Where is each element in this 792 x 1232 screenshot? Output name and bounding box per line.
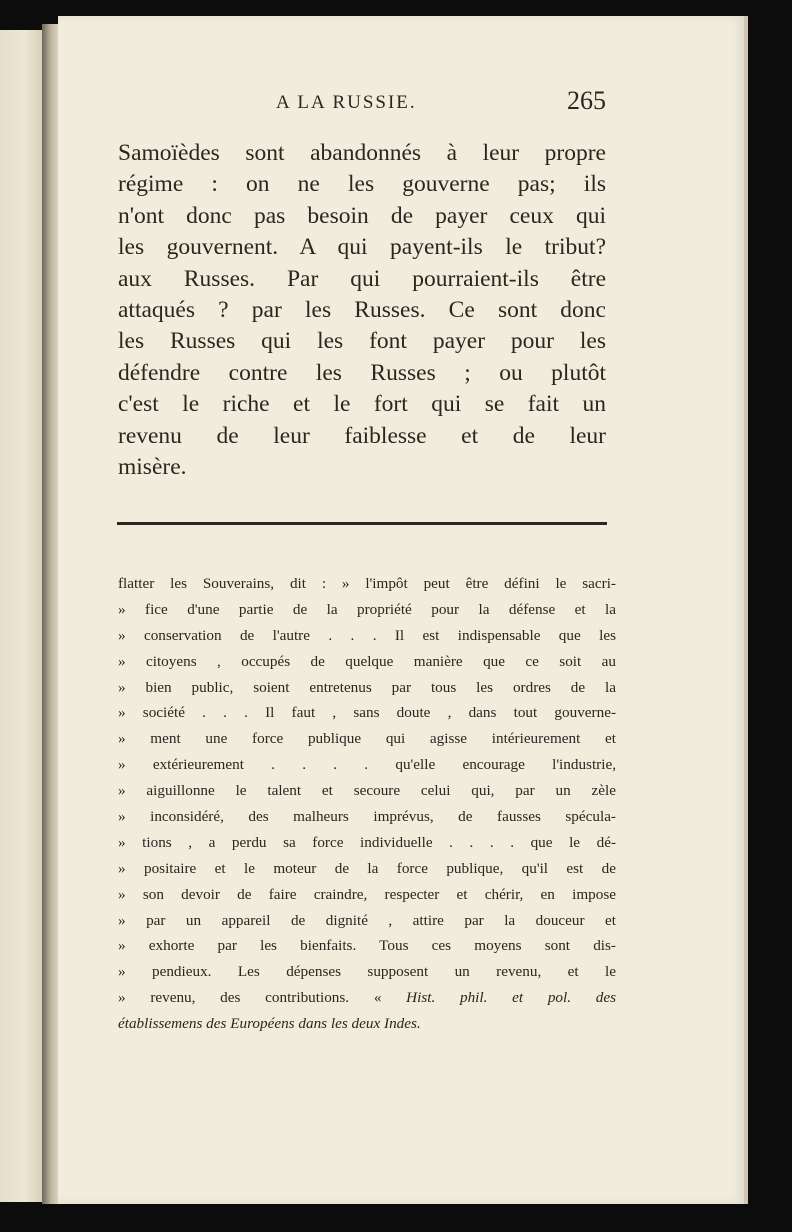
facing-page-edge bbox=[0, 30, 43, 1202]
footnote-line: » par un appareil de dignité , attire par la douceur et bbox=[118, 911, 616, 929]
page-header bbox=[118, 86, 606, 122]
text-line: aux Russes. Par qui pourraient-ils être bbox=[118, 265, 606, 292]
text-line: revenu de leur faiblesse et de leur bbox=[118, 422, 606, 449]
footnote-line-text: » revenu, des contributions. « bbox=[118, 989, 382, 1007]
text-line: misère. bbox=[118, 453, 187, 480]
page-edge-shadow bbox=[744, 16, 748, 1204]
text-line: défendre contre les Russes ; ou plutôt bbox=[118, 359, 606, 386]
text-line: les Russes qui les font payer pour les bbox=[118, 328, 606, 355]
footnote-line: » aiguillonne le talent et secoure celui qui, par un zèle bbox=[118, 782, 616, 800]
footnote-line: » inconsidéré, des malheurs imprévus, de fausses spécula- bbox=[118, 808, 616, 826]
footnote-line: » positaire et le moteur de la force publique, qu'il est de bbox=[118, 859, 616, 877]
footnote-line: flatter les Souverains, dit : » l'impôt peut être défini le sacri- bbox=[118, 575, 616, 592]
text-line: attaqués ? par les Russes. Ce sont donc bbox=[118, 296, 606, 323]
footnote-line: » ment une force publique qui agisse intérieurement et bbox=[118, 730, 616, 748]
text-line: régime : on ne les gouverne pas; ils bbox=[118, 171, 606, 198]
text-line: c'est le riche et le fort qui se fait un bbox=[118, 391, 606, 418]
footnote bbox=[118, 571, 616, 1037]
footnote-line: » société . . . Il faut , sans doute , dans tout gouverne- bbox=[118, 704, 616, 722]
text-line: n'ont donc pas besoin de payer ceux qui bbox=[118, 202, 606, 229]
footnote-line: » son devoir de faire craindre, respecter et chérir, en impose bbox=[118, 885, 616, 903]
footnote-line: » exhorte par les bienfaits. Tous ces moyens sont dis- bbox=[118, 937, 616, 955]
footnote-separator-rule bbox=[117, 522, 607, 525]
main-text bbox=[118, 138, 606, 483]
footnote-line: » fice d'une partie de la propriété pour la défense et la bbox=[118, 600, 616, 618]
footnote-line: » tions , a perdu sa force individuelle . . . . que le dé- bbox=[118, 833, 616, 851]
footnote-line: » conservation de l'autre . . . Il est indispensable que les bbox=[118, 626, 616, 644]
footnote-line: » extérieurement . . . . qu'elle encourage l'industrie, bbox=[118, 756, 616, 774]
footnote-line: » bien public, soient entretenus par tous les ordres de la bbox=[118, 678, 616, 696]
page-number: 265 bbox=[567, 86, 606, 115]
running-head: A LA RUSSIE. bbox=[276, 92, 417, 113]
footnote-line: » citoyens , occupés de quelque manière que ce soit au bbox=[118, 652, 616, 670]
footnote-citation-continued: établissemens des Européens dans les deux Indes. bbox=[118, 1015, 421, 1033]
text-line: les gouvernent. A qui payent-ils le tribut? bbox=[118, 234, 606, 261]
text-line: Samoïèdes sont abandonnés à leur propre bbox=[118, 140, 606, 166]
footnote-citation: Hist. phil. et pol. des bbox=[406, 989, 617, 1007]
footnote-line: » pendieux. Les dépenses supposent un revenu, et le bbox=[118, 963, 616, 981]
footnote-line-with-citation bbox=[118, 985, 616, 1011]
